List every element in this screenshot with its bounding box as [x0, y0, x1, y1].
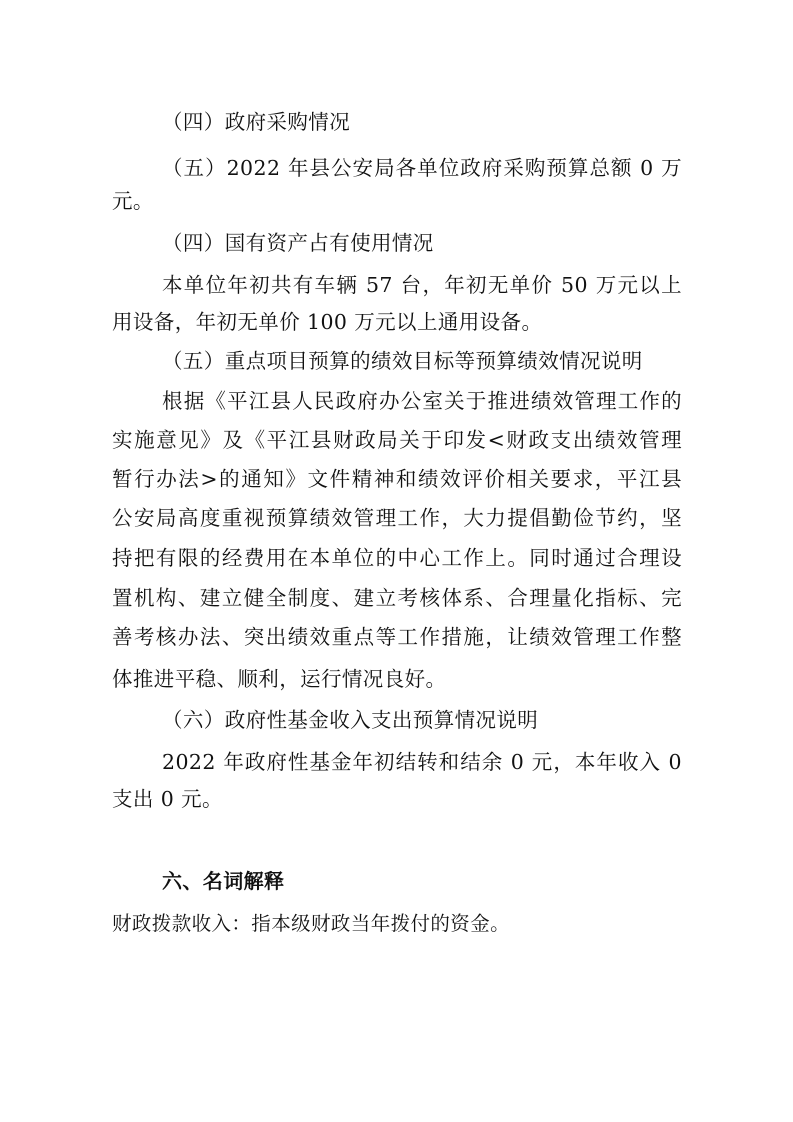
paragraph-vehicles-line-1: 本单位年初共有车辆 57 台，年初无单价 50 万元以上	[162, 273, 682, 297]
section-heading-glossary: 六、名词解释	[162, 869, 285, 893]
paragraph-vehicles-line-2: 用设备，年初无单价 100 万元以上通用设备。	[112, 310, 543, 334]
paragraph-fund-line-2: 支出 0 元。	[112, 787, 223, 811]
paragraph-fund-line-1: 2022 年政府性基金年初结转和结余 0 元，本年收入 0	[162, 750, 682, 774]
paragraph-performance-line-4: 公安局高度重视预算绩效管理工作，大力提倡勤俭节约，坚	[112, 506, 682, 530]
paragraph-performance-line-7: 善考核办法、突出绩效重点等工作措施，让绩效管理工作整	[112, 625, 682, 649]
paragraph-performance-line-6: 置机构、建立健全制度、建立考核体系、合理量化指标、完	[112, 586, 682, 610]
paragraph-procurement-budget-line-1: （五）2022 年县公安局各单位政府采购预算总额 0 万	[162, 156, 682, 180]
heading-government-procurement: （四）政府采购情况	[162, 110, 351, 134]
paragraph-performance-line-3: 暂行办法>的通知》文件精神和绩效评价相关要求，平江县	[112, 467, 682, 491]
heading-government-fund: （六）政府性基金收入支出预算情况说明	[162, 708, 539, 732]
glossary-definition: 财政拨款收入：指本级财政当年拨付的资金。	[112, 912, 511, 935]
paragraph-performance-line-5: 持把有限的经费用在本单位的中心工作上。同时通过合理设	[112, 546, 682, 570]
paragraph-performance-line-2: 实施意见》及《平江县财政局关于印发<财政支出绩效管理	[112, 428, 682, 452]
paragraph-performance-line-1: 根据《平江县人民政府办公室关于推进绩效管理工作的	[162, 389, 682, 413]
paragraph-performance-line-8: 体推进平稳、顺利，运行情况良好。	[112, 667, 447, 691]
heading-state-assets: （四）国有资产占有使用情况	[162, 231, 434, 255]
heading-performance-goals: （五）重点项目预算的绩效目标等预算绩效情况说明	[162, 349, 643, 373]
paragraph-procurement-budget-line-2: 元。	[112, 189, 154, 213]
